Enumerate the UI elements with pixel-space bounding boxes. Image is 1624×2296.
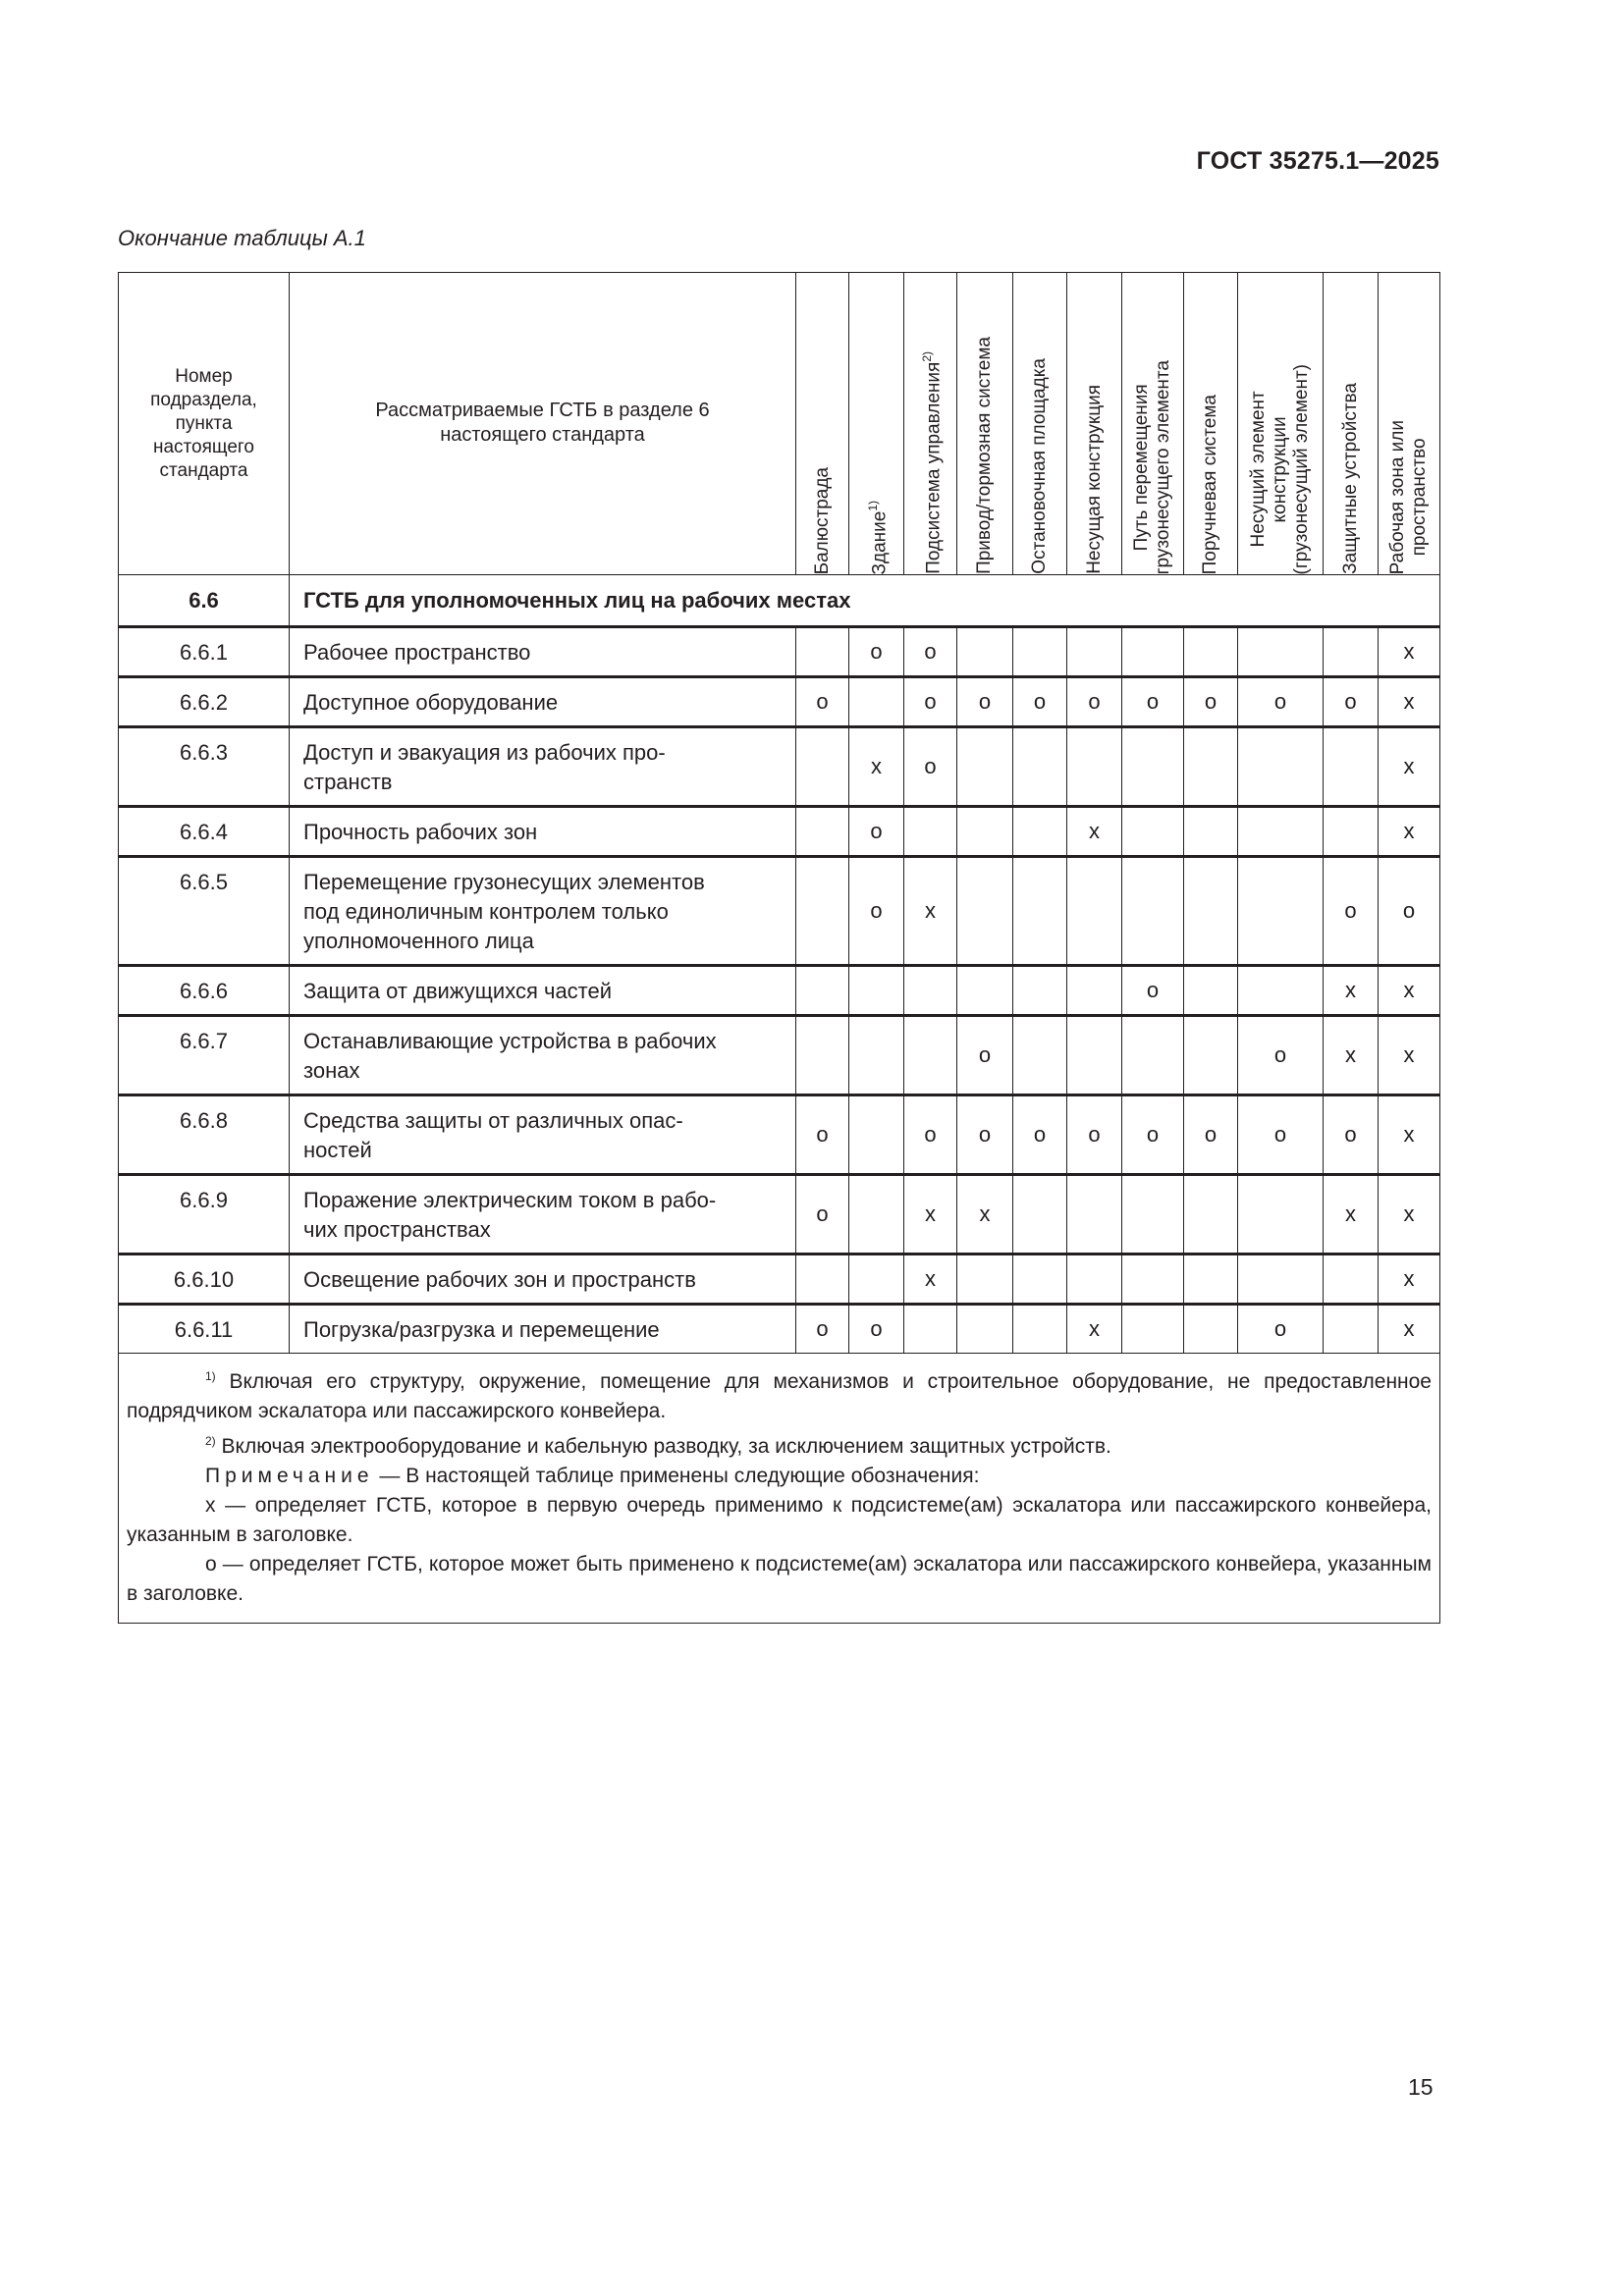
applicability-mark bbox=[1238, 1255, 1324, 1305]
footnote-2 bbox=[127, 1426, 1432, 1462]
applicability-mark bbox=[1122, 1175, 1184, 1255]
applicability-mark: х bbox=[1379, 677, 1440, 727]
applicability-mark: о bbox=[1238, 677, 1324, 727]
applicability-mark: о bbox=[1184, 677, 1238, 727]
row-number: 6.6.2 bbox=[119, 677, 290, 727]
row-number: 6.6.10 bbox=[119, 1255, 290, 1305]
applicability-mark: о bbox=[1122, 677, 1184, 727]
applicability-mark bbox=[1013, 1016, 1067, 1095]
legend-o: о — определяет ГСТБ, которое может быть применено к подсистеме(ам) эскалатора или пассажирского конвейера, указанным в заголовке. bbox=[127, 1553, 1432, 1605]
applicability-mark: о bbox=[957, 677, 1013, 727]
legend-x: х — определяет ГСТБ, которое в первую очередь применимо к подсистеме(ам) эскалатора или пассажирского конвейера, указанным в заголовке. bbox=[127, 1494, 1432, 1546]
applicability-mark: х bbox=[904, 857, 957, 966]
page-number: 15 bbox=[1408, 2074, 1434, 2100]
header-subsystem: Защитные устройства bbox=[1324, 273, 1379, 575]
applicability-mark bbox=[1184, 1175, 1238, 1255]
applicability-mark: о bbox=[904, 627, 957, 677]
applicability-mark: о bbox=[849, 1305, 904, 1354]
row-number: 6.6.11 bbox=[119, 1305, 290, 1354]
header-number-line: пункта bbox=[175, 412, 233, 434]
applicability-mark bbox=[904, 807, 957, 857]
row-number: 6.6.9 bbox=[119, 1175, 290, 1255]
note bbox=[127, 1462, 1432, 1491]
table-header-row bbox=[119, 273, 1440, 575]
requirements-table bbox=[118, 272, 1440, 1624]
applicability-mark bbox=[1067, 1255, 1122, 1305]
applicability-mark bbox=[796, 1016, 849, 1095]
header-subsystem: Остановочная площадка bbox=[1013, 273, 1067, 575]
applicability-mark: о bbox=[957, 1016, 1013, 1095]
section-number: 6.6 bbox=[119, 575, 290, 627]
header-description-line: настоящего стандарта bbox=[440, 424, 645, 446]
applicability-mark bbox=[796, 857, 849, 966]
applicability-mark bbox=[796, 966, 849, 1016]
applicability-mark bbox=[904, 1016, 957, 1095]
applicability-mark bbox=[1013, 857, 1067, 966]
header-subsystem: Поручневая система bbox=[1184, 273, 1238, 575]
applicability-mark bbox=[957, 627, 1013, 677]
applicability-mark: о bbox=[1238, 1095, 1324, 1175]
applicability-mark bbox=[849, 1095, 904, 1175]
applicability-mark bbox=[1122, 1255, 1184, 1305]
applicability-mark bbox=[849, 1175, 904, 1255]
table-row bbox=[119, 857, 1440, 966]
applicability-mark: х bbox=[1379, 807, 1440, 857]
table-row bbox=[119, 677, 1440, 727]
applicability-mark bbox=[957, 807, 1013, 857]
applicability-mark bbox=[1324, 727, 1379, 807]
row-number: 6.6.1 bbox=[119, 627, 290, 677]
applicability-mark: о bbox=[1067, 1095, 1122, 1175]
table-row bbox=[119, 1255, 1440, 1305]
applicability-mark bbox=[1324, 807, 1379, 857]
applicability-mark bbox=[1067, 627, 1122, 677]
header-number bbox=[119, 273, 290, 575]
applicability-mark bbox=[1013, 966, 1067, 1016]
applicability-mark: х bbox=[1067, 807, 1122, 857]
header-subsystem: Путь перемещения грузонесущего элемента bbox=[1122, 273, 1184, 575]
applicability-mark: о bbox=[1238, 1305, 1324, 1354]
applicability-mark bbox=[849, 1255, 904, 1305]
applicability-mark bbox=[796, 727, 849, 807]
applicability-mark: х bbox=[1379, 966, 1440, 1016]
applicability-mark: о bbox=[1122, 966, 1184, 1016]
applicability-mark: о bbox=[1324, 677, 1379, 727]
applicability-mark bbox=[1013, 727, 1067, 807]
applicability-mark bbox=[1122, 1305, 1184, 1354]
applicability-mark bbox=[1324, 1305, 1379, 1354]
row-number: 6.6.6 bbox=[119, 966, 290, 1016]
row-description: Перемещение грузонесущих элементов под единоличным контролем только уполномоченного лица bbox=[290, 857, 796, 966]
row-description: Рабочее пространство bbox=[290, 627, 796, 677]
applicability-mark bbox=[904, 966, 957, 1016]
applicability-mark bbox=[849, 677, 904, 727]
table-row bbox=[119, 627, 1440, 677]
applicability-mark: х bbox=[1379, 1305, 1440, 1354]
header-subsystem: Подсистема управления$^{2)}$ bbox=[904, 273, 957, 575]
applicability-mark: о bbox=[957, 1095, 1013, 1175]
applicability-mark bbox=[1184, 1255, 1238, 1305]
header-subsystem: Несущая конструкция bbox=[1067, 273, 1122, 575]
applicability-mark: о bbox=[1013, 677, 1067, 727]
applicability-mark bbox=[1122, 857, 1184, 966]
applicability-mark bbox=[957, 1255, 1013, 1305]
applicability-mark bbox=[957, 857, 1013, 966]
applicability-mark bbox=[1013, 1305, 1067, 1354]
applicability-mark: о bbox=[1238, 1016, 1324, 1095]
applicability-mark bbox=[957, 1305, 1013, 1354]
applicability-mark bbox=[1067, 1175, 1122, 1255]
note-text: — В настоящей таблице применены следующие обозначения: bbox=[373, 1465, 980, 1487]
applicability-mark: х bbox=[904, 1255, 957, 1305]
footnote-1-text: Включая его структуру, окружение, помещение для механизмов и строительное оборудование, не предоставленное подрядчиком эскалатора или пассажирского конвейера. bbox=[127, 1370, 1432, 1422]
applicability-mark bbox=[1324, 627, 1379, 677]
row-description: Прочность рабочих зон bbox=[290, 807, 796, 857]
applicability-mark bbox=[1122, 1016, 1184, 1095]
section-title: ГСТБ для уполномоченных лиц на рабочих местах bbox=[290, 575, 1440, 627]
row-description: Защита от движущихся частей bbox=[290, 966, 796, 1016]
row-number: 6.6.5 bbox=[119, 857, 290, 966]
header-subsystem: Привод/тормозная система bbox=[957, 273, 1013, 575]
applicability-mark bbox=[1067, 1016, 1122, 1095]
applicability-mark bbox=[1184, 857, 1238, 966]
table-row bbox=[119, 1175, 1440, 1255]
footnote-2-text: Включая электрооборудование и кабельную разводку, за исключением защитных устройств. bbox=[221, 1435, 1111, 1458]
applicability-mark: о bbox=[904, 677, 957, 727]
applicability-mark: х bbox=[1379, 1095, 1440, 1175]
applicability-mark bbox=[1238, 857, 1324, 966]
note-label: Примечание bbox=[205, 1465, 374, 1487]
applicability-mark bbox=[1238, 1175, 1324, 1255]
applicability-mark: о bbox=[1122, 1095, 1184, 1175]
applicability-mark bbox=[957, 727, 1013, 807]
applicability-mark bbox=[1238, 966, 1324, 1016]
applicability-mark: х bbox=[1379, 727, 1440, 807]
applicability-mark bbox=[1122, 727, 1184, 807]
header-subsystem: Несущий элемент конструкции (грузонесущий элемент) bbox=[1238, 273, 1324, 575]
table-row bbox=[119, 807, 1440, 857]
applicability-mark bbox=[1184, 966, 1238, 1016]
applicability-mark: х bbox=[1324, 1175, 1379, 1255]
applicability-mark: х bbox=[849, 727, 904, 807]
applicability-mark bbox=[1238, 807, 1324, 857]
header-number-line: подраздела, bbox=[150, 389, 257, 410]
applicability-mark bbox=[1013, 807, 1067, 857]
footnote-2-mark: 2) bbox=[205, 1434, 216, 1448]
applicability-mark: о bbox=[904, 1095, 957, 1175]
applicability-mark: х bbox=[1379, 1255, 1440, 1305]
applicability-mark: о bbox=[1184, 1095, 1238, 1175]
applicability-mark: о bbox=[1324, 1095, 1379, 1175]
table-row bbox=[119, 727, 1440, 807]
applicability-mark bbox=[849, 966, 904, 1016]
applicability-mark: о bbox=[796, 677, 849, 727]
row-number: 6.6.3 bbox=[119, 727, 290, 807]
table-row bbox=[119, 1305, 1440, 1354]
applicability-mark bbox=[1013, 1255, 1067, 1305]
header-description-line: Рассматриваемые ГСТБ в разделе 6 bbox=[375, 400, 710, 421]
header-subsystem: Рабочая зона или пространство bbox=[1379, 273, 1440, 575]
table-notes bbox=[119, 1354, 1440, 1624]
applicability-mark bbox=[1238, 627, 1324, 677]
applicability-mark bbox=[796, 627, 849, 677]
row-description: Поражение электрическим током в рабо- чих пространствах bbox=[290, 1175, 796, 1255]
applicability-mark: х bbox=[904, 1175, 957, 1255]
row-description: Доступ и эвакуация из рабочих про- странств bbox=[290, 727, 796, 807]
applicability-mark: о bbox=[1067, 677, 1122, 727]
row-description: Доступное оборудование bbox=[290, 677, 796, 727]
applicability-mark bbox=[1184, 727, 1238, 807]
header-subsystem: Здание$^{1)}$ bbox=[849, 273, 904, 575]
footnote-1 bbox=[127, 1362, 1432, 1426]
applicability-mark bbox=[1184, 1016, 1238, 1095]
table-caption: Окончание таблицы А.1 bbox=[118, 226, 366, 250]
applicability-mark bbox=[1067, 966, 1122, 1016]
header-number-line: настоящего bbox=[153, 436, 254, 457]
applicability-mark: о bbox=[796, 1095, 849, 1175]
notes-row bbox=[119, 1354, 1440, 1624]
footnote-1-mark: 1) bbox=[205, 1369, 216, 1383]
applicability-mark bbox=[1184, 1305, 1238, 1354]
applicability-mark bbox=[1067, 727, 1122, 807]
section-row bbox=[119, 575, 1440, 627]
applicability-mark: х bbox=[1379, 627, 1440, 677]
applicability-mark: х bbox=[957, 1175, 1013, 1255]
document-code: ГОСТ 35275.1—2025 bbox=[1196, 147, 1439, 175]
applicability-mark: х bbox=[1324, 1016, 1379, 1095]
row-description: Средства защиты от различных опас- ностей bbox=[290, 1095, 796, 1175]
applicability-mark: о bbox=[849, 857, 904, 966]
applicability-mark: о bbox=[904, 727, 957, 807]
table-row bbox=[119, 1016, 1440, 1095]
applicability-mark: х bbox=[1379, 1175, 1440, 1255]
header-number-line: Номер bbox=[175, 365, 233, 387]
header-description bbox=[290, 273, 796, 575]
applicability-mark: х bbox=[1379, 1016, 1440, 1095]
applicability-mark: о bbox=[849, 627, 904, 677]
applicability-mark: х bbox=[1324, 966, 1379, 1016]
table-row bbox=[119, 1095, 1440, 1175]
applicability-mark bbox=[796, 807, 849, 857]
applicability-mark: о bbox=[849, 807, 904, 857]
applicability-mark bbox=[796, 1255, 849, 1305]
row-description: Погрузка/разгрузка и перемещение bbox=[290, 1305, 796, 1354]
header-subsystem: Балюстрада bbox=[796, 273, 849, 575]
applicability-mark bbox=[1238, 727, 1324, 807]
row-number: 6.6.8 bbox=[119, 1095, 290, 1175]
header-number-line: стандарта bbox=[159, 459, 248, 481]
applicability-mark bbox=[1122, 807, 1184, 857]
applicability-mark bbox=[1122, 627, 1184, 677]
applicability-mark bbox=[904, 1305, 957, 1354]
table-row bbox=[119, 966, 1440, 1016]
applicability-mark bbox=[1067, 857, 1122, 966]
applicability-mark: о bbox=[796, 1305, 849, 1354]
applicability-mark bbox=[1184, 807, 1238, 857]
row-description: Освещение рабочих зон и пространств bbox=[290, 1255, 796, 1305]
applicability-mark: о bbox=[796, 1175, 849, 1255]
applicability-mark: о bbox=[1324, 857, 1379, 966]
applicability-mark bbox=[957, 966, 1013, 1016]
row-description: Останавливающие устройства в рабочих зонах bbox=[290, 1016, 796, 1095]
row-number: 6.6.7 bbox=[119, 1016, 290, 1095]
applicability-mark bbox=[1184, 627, 1238, 677]
applicability-mark bbox=[1013, 627, 1067, 677]
row-number: 6.6.4 bbox=[119, 807, 290, 857]
applicability-mark: х bbox=[1067, 1305, 1122, 1354]
applicability-mark: о bbox=[1013, 1095, 1067, 1175]
applicability-mark bbox=[1324, 1255, 1379, 1305]
applicability-mark: о bbox=[1379, 857, 1440, 966]
applicability-mark bbox=[849, 1016, 904, 1095]
applicability-mark bbox=[1013, 1175, 1067, 1255]
